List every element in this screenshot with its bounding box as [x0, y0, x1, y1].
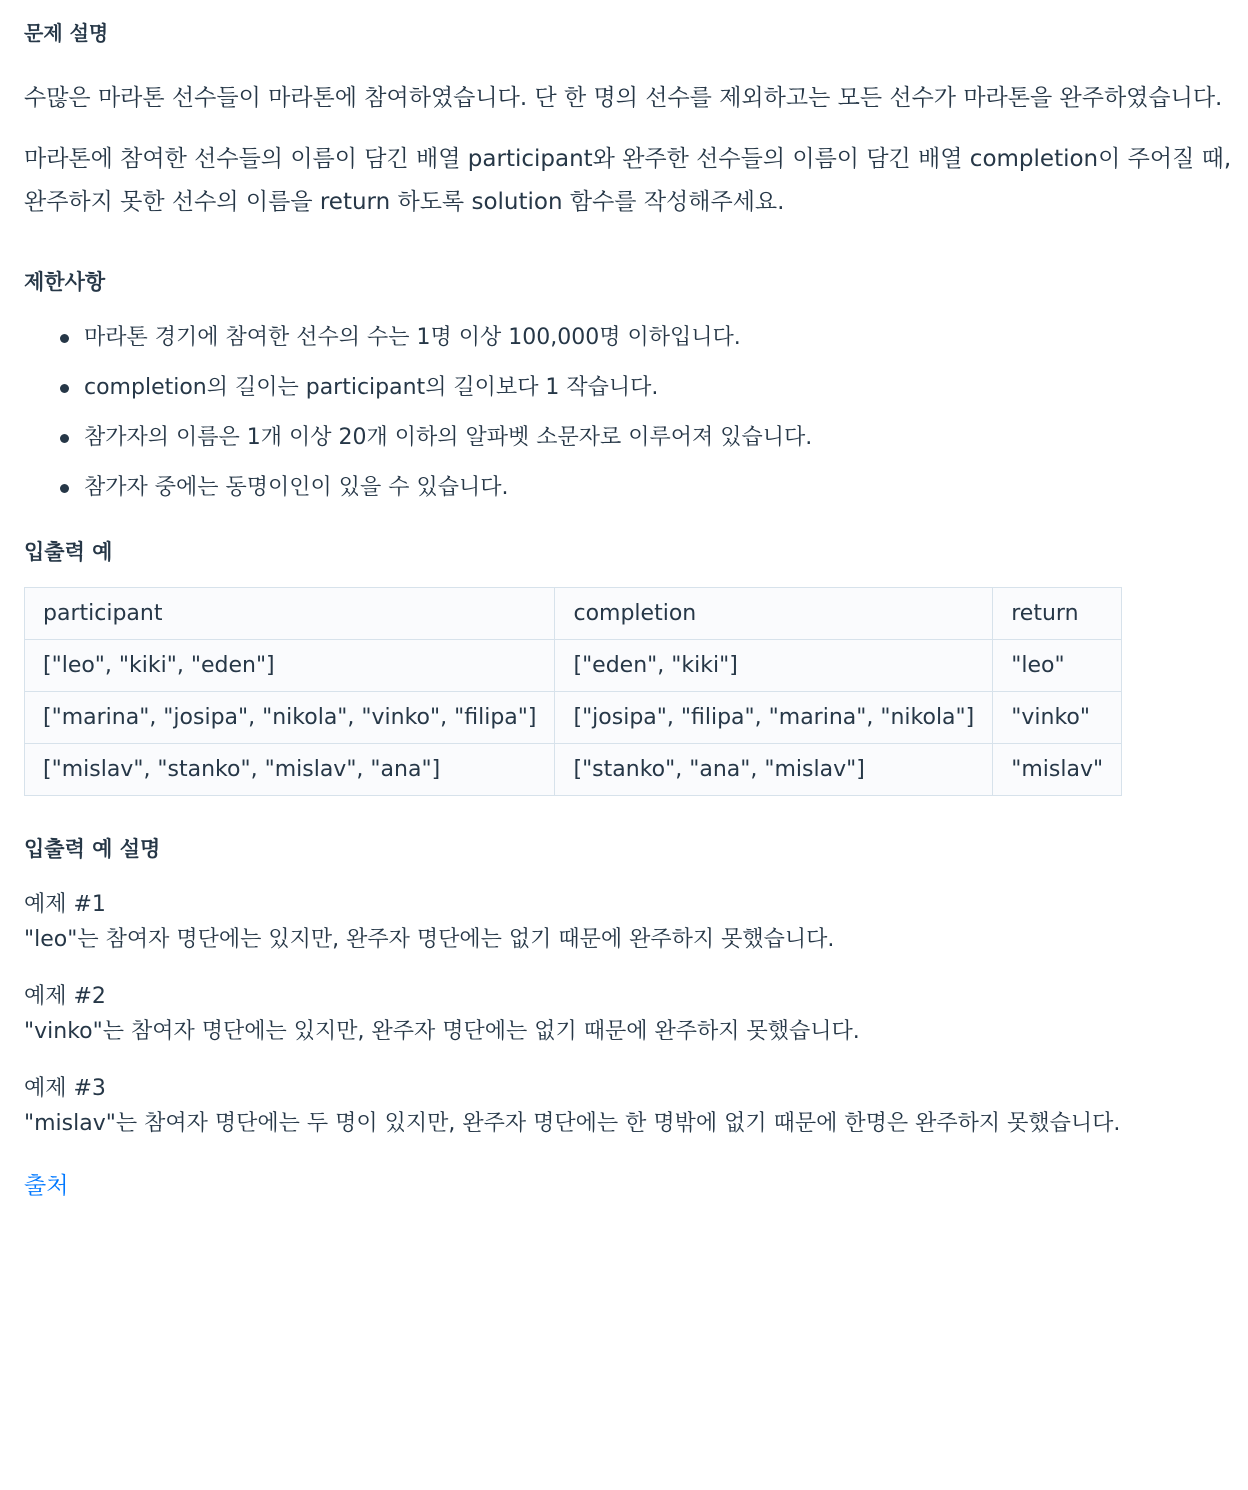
problem-paragraph-2-line-2: 완주하지 못한 선수의 이름을 return 하도록 solution 함수를 작성해주세요. — [24, 189, 785, 215]
list-item — [60, 413, 1224, 463]
constraint-text: completion의 길이는 participant의 길이보다 1 작습니다. — [84, 375, 659, 400]
bullet-icon — [60, 484, 69, 493]
example-title: 예제 #1 — [24, 892, 106, 917]
example-block-2 — [24, 982, 1224, 1052]
table-row — [25, 640, 1122, 692]
constraint-text: 마라톤 경기에 참여한 선수의 수는 1명 이상 100,000명 이하입니다. — [84, 325, 741, 350]
problem-paragraph-2-line-1: 마라톤에 참여한 선수들의 이름이 담긴 배열 participant와 완주한 선수들의 이름이 담긴 배열 completion이 주어질 때, — [24, 146, 1232, 172]
table-cell-return: "mislav" — [993, 744, 1122, 796]
bullet-icon — [60, 384, 69, 393]
example-title: 예제 #3 — [24, 1076, 106, 1101]
problem-paragraph-2 — [24, 138, 1232, 224]
io-examples-heading: 입출력 예 — [24, 540, 113, 564]
io-examples-table — [24, 587, 1122, 796]
column-header-participant: participant — [25, 588, 555, 640]
table-cell-participant: ["mislav", "stanko", "mislav", "ana"] — [25, 744, 555, 796]
constraints-heading: 제한사항 — [24, 270, 106, 294]
constraint-text: 참가자의 이름은 1개 이상 20개 이하의 알파벳 소문자로 이루어져 있습니다. — [84, 425, 813, 450]
example-title: 예제 #2 — [24, 984, 106, 1009]
constraints-list — [24, 313, 1224, 513]
example-block-3 — [24, 1074, 1224, 1144]
problem-heading: 문제 설명 — [24, 21, 109, 45]
table-cell-participant: ["marina", "josipa", "nikola", "vinko", "filipa"] — [25, 692, 555, 744]
table-cell-return: "leo" — [993, 640, 1122, 692]
example-text: "mislav"는 참여자 명단에는 두 명이 있지만, 완주자 명단에는 한 명밖에 없기 때문에 한명은 완주하지 못했습니다. — [24, 1111, 1121, 1136]
column-header-completion: completion — [555, 588, 993, 640]
bullet-icon — [60, 334, 69, 343]
example-block-1 — [24, 890, 1224, 960]
example-text: "leo"는 참여자 명단에는 있지만, 완주자 명단에는 없기 때문에 완주하지 못했습니다. — [24, 927, 835, 952]
table-row — [25, 692, 1122, 744]
table-cell-completion: ["stanko", "ana", "mislav"] — [555, 744, 993, 796]
constraint-text: 참가자 중에는 동명이인이 있을 수 있습니다. — [84, 475, 509, 500]
io-explanation-heading: 입출력 예 설명 — [24, 837, 161, 861]
table-row — [25, 744, 1122, 796]
list-item — [60, 363, 1224, 413]
source-link[interactable]: 출처 — [24, 1173, 69, 1199]
table-cell-completion: ["josipa", "filipa", "marina", "nikola"] — [555, 692, 993, 744]
list-item — [60, 463, 1224, 513]
column-header-return: return — [993, 588, 1122, 640]
list-item — [60, 313, 1224, 363]
example-text: "vinko"는 참여자 명단에는 있지만, 완주자 명단에는 없기 때문에 완주하지 못했습니다. — [24, 1019, 860, 1044]
table-cell-return: "vinko" — [993, 692, 1122, 744]
problem-paragraph-1: 수많은 마라톤 선수들이 마라톤에 참여하였습니다. 단 한 명의 선수를 제외하고는 모든 선수가 마라톤을 완주하였습니다. — [24, 85, 1223, 111]
table-header-row — [25, 588, 1122, 640]
bullet-icon — [60, 434, 69, 443]
table-cell-completion: ["eden", "kiki"] — [555, 640, 993, 692]
table-cell-participant: ["leo", "kiki", "eden"] — [25, 640, 555, 692]
